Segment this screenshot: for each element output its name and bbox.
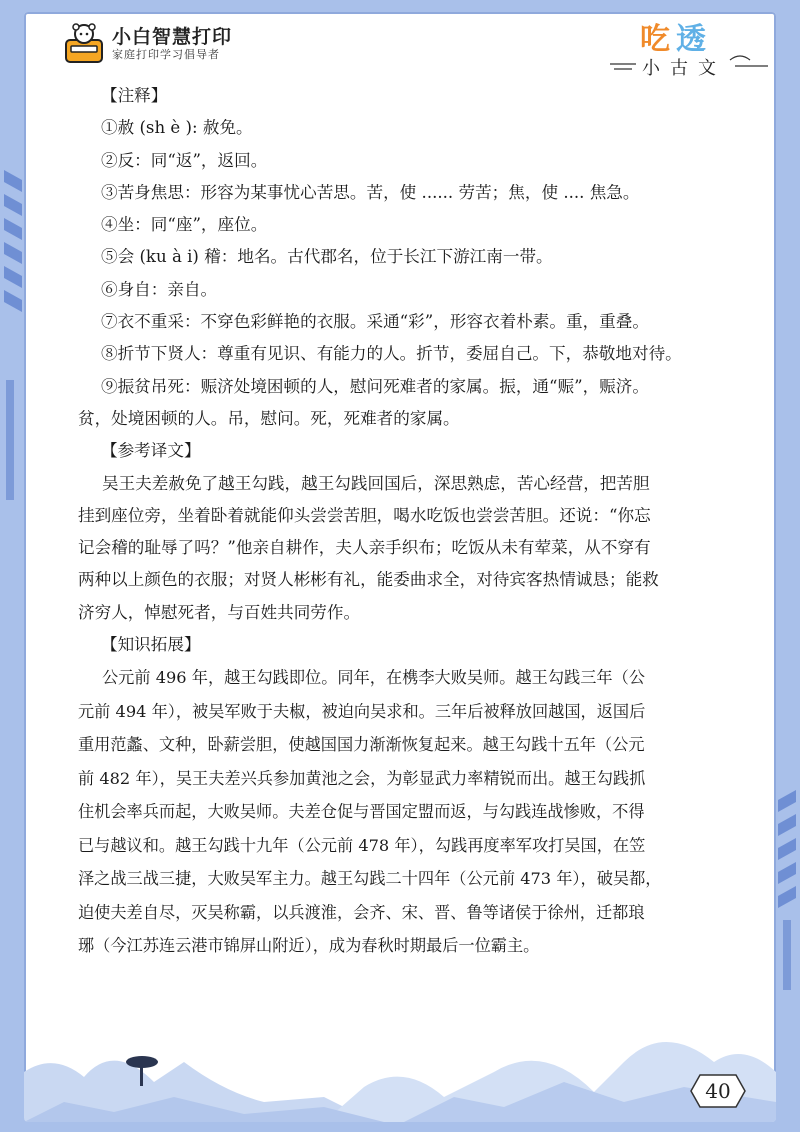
note-item: ⑥身自：亲自。 — [101, 279, 218, 299]
translation-line: 两种以上颜色的衣服；对贤人彬彬有礼，能委曲求全，对待宾客热情诚恳；能救 — [78, 570, 659, 590]
notes-heading: 【注释】 — [101, 86, 168, 105]
translation-line: 吴王夫差赦免了越王勾践，越王勾践回国后，深思熟虑，苦心经营，把苦胆 — [102, 473, 650, 493]
translation-line: 济穷人，悼慰死者，与百姓共同劳作。 — [78, 602, 361, 622]
note-item: ④坐：同“座”，座位。 — [101, 215, 268, 235]
note-item: ⑦衣不重采：不穿色彩鲜艳的衣服。采通“彩”，形容衣着朴素。重，重叠。 — [101, 312, 649, 332]
brand-subtitle: 小古文 — [642, 58, 726, 79]
knowledge-line: 公元前 496 年，越王勾践即位。同年，在槜李大败吴师。越王勾践三年（公 — [102, 668, 645, 688]
decorative-stripes-left — [4, 170, 22, 350]
translation-line: 记会稽的耻辱了吗？”他亲自耕作，夫人亲手织布；吃饭从未有荤菜，从不穿有 — [78, 538, 651, 558]
knowledge-line: 住机会率兵而起，大败吴师。夫差仓促与晋国定盟而返，与勾践连战惨败，不得 — [78, 802, 645, 822]
note-item: ③苦身焦思：形容为某事忧心苦思。苦，使 ...... 劳苦；焦，使 .... 焦急。 — [101, 182, 640, 202]
knowledge-line: 泽之战三战三捷，大败吴军主力。越王勾践二十四年（公元前 473 年），破吴都， — [78, 869, 662, 889]
translation-line: 挂到座位旁，坐着卧着就能仰头尝尝苦胆，喝水吃饭也尝尝苦胆。还说：“你忘 — [78, 505, 651, 525]
knowledge-line: 已与越议和。越王勾践十九年（公元前 478 年），勾践再度率军攻打吴国，在笠 — [78, 835, 646, 855]
knowledge-line: 重用范蠡、文种，卧薪尝胆，使越国国力渐渐恢复起来。越王勾践十五年（公元 — [78, 735, 645, 755]
knowledge-line: 迫使夫差自尽，灭吴称霸，以兵渡淮，会齐、宋、晋、鲁等诸侯于徐州，迁都琅 — [78, 902, 645, 922]
note-item: ①赦 (sh è ): 赦免。 — [101, 118, 253, 138]
note-item: ②反：同“返”，返回。 — [101, 150, 268, 170]
series-brand — [610, 14, 770, 82]
decorative-bar-left — [4, 380, 16, 500]
decorative-stripes-right — [778, 790, 796, 990]
main-content — [78, 80, 750, 963]
knowledge-line: 前 482 年），吴王夫差兴兵参加黄池之会，为彰显武力率精锐而出。越王勾践抓 — [78, 768, 646, 788]
knowledge-line: 琊（今江苏连云港市锦屏山附近），成为春秋时期最后一位霸主。 — [78, 936, 540, 956]
note-item: ⑤会 (ku à i) 稽：地名。古代郡名，位于长江下游江南一带。 — [101, 247, 553, 267]
note-item: ⑧折节下贤人：尊重有见识、有能力的人。折节，委屈自己。下，恭敬地对待。 — [101, 344, 682, 364]
printer-mascot-icon — [62, 22, 106, 66]
note-item: ⑨振贫吊死：赈济处境困顿的人，慰问死难者的家属。振，通“赈”，赈济。 — [101, 376, 649, 396]
knowledge-heading: 【知识拓展】 — [101, 635, 201, 655]
mountain-illustration — [24, 1002, 776, 1122]
brand-char-2: 透 — [676, 22, 706, 57]
logo-slogan: 家庭打印学习倡导者 — [112, 48, 220, 61]
note-continuation: 贫，处境困顿的人。吊，慰问。死，死难者的家属。 — [78, 408, 460, 428]
knowledge-line: 元前 494 年），被吴军败于夫椒，被迫向吴求和。三年后被释放回越国，返国后 — [78, 701, 646, 721]
logo-name: 小白智慧打印 — [112, 26, 233, 48]
brand-char-1: 吃 — [640, 22, 670, 57]
translation-heading: 【参考译文】 — [101, 441, 201, 461]
logo — [62, 22, 232, 66]
page-number: 40 — [705, 1079, 731, 1103]
